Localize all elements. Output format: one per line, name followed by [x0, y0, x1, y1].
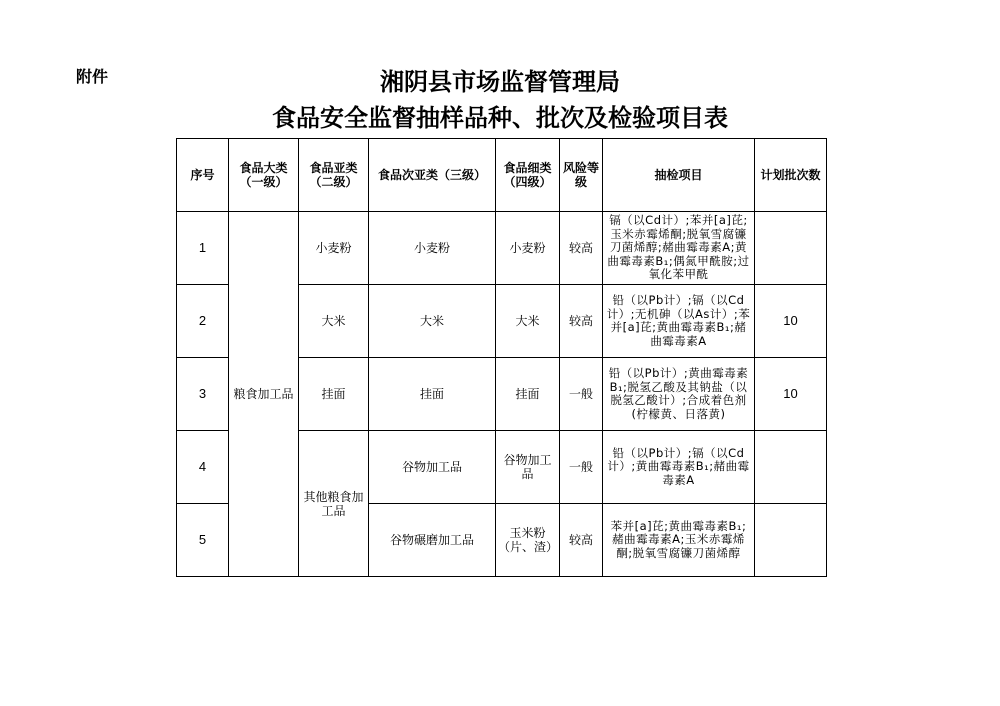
- test-items-cell: 镉（以Cd计）;苯并[a]芘;玉米赤霉烯酮;脱氧雪腐镰刀菌烯醇;赭曲霉毒素A;黄曲霉毒素B₁;偶氮甲酰胺;过氧化苯甲酰: [603, 212, 755, 285]
- category-level3-cell: 小麦粉: [369, 212, 496, 285]
- category-level4-cell: 小麦粉: [496, 212, 560, 285]
- header-test-items: 抽检项目: [603, 139, 755, 212]
- test-items-cell: 铅（以Pb计）;镉（以Cd计）;无机砷（以As计）;苯并[a]芘;黄曲霉毒素B₁;赭曲霉毒素A: [603, 285, 755, 358]
- attachment-label: 附件: [76, 67, 109, 86]
- table-row: [177, 212, 827, 285]
- sampling-table: [176, 138, 827, 577]
- test-items-cell: 铅（以Pb计）;镉（以Cd计）;黄曲霉毒素B₁;赭曲霉毒素A: [603, 431, 755, 504]
- category-level4-cell: 大米: [496, 285, 560, 358]
- header-seq: 序号: [177, 139, 229, 212]
- header-planned-batches: 计划批次数: [755, 139, 827, 212]
- category-level2-cell: 其他粮食加工品: [299, 431, 369, 577]
- header-risk-level: 风险等级: [560, 139, 603, 212]
- header-category-level3: 食品次亚类（三级）: [369, 139, 496, 212]
- planned-batches-cell: [755, 212, 827, 285]
- planned-batches-cell: [755, 504, 827, 577]
- header-category-level4: 食品细类（四级）: [496, 139, 560, 212]
- seq-cell: 1: [177, 212, 229, 285]
- planned-batches-cell: 10: [755, 358, 827, 431]
- category-level3-cell: 大米: [369, 285, 496, 358]
- category-level2-cell: 小麦粉: [299, 212, 369, 285]
- risk-level-cell: 较高: [560, 285, 603, 358]
- risk-level-cell: 一般: [560, 431, 603, 504]
- test-items-cell: 苯并[a]芘;黄曲霉毒素B₁;赭曲霉毒素A;玉米赤霉烯酮;脱氧雪腐镰刀菌烯醇: [603, 504, 755, 577]
- header-category-level1: 食品大类（一级）: [229, 139, 299, 212]
- category-level2-cell: 挂面: [299, 358, 369, 431]
- category-level2-cell: 大米: [299, 285, 369, 358]
- seq-cell: 2: [177, 285, 229, 358]
- risk-level-cell: 较高: [560, 212, 603, 285]
- seq-cell: 4: [177, 431, 229, 504]
- seq-cell: 5: [177, 504, 229, 577]
- document-title-line1: 湘阴县市场监督管理局: [380, 67, 620, 96]
- risk-level-cell: 一般: [560, 358, 603, 431]
- category-level3-cell: 谷物加工品: [369, 431, 496, 504]
- header-category-level2: 食品亚类（二级）: [299, 139, 369, 212]
- category-level4-cell: 谷物加工品: [496, 431, 560, 504]
- risk-level-cell: 较高: [560, 504, 603, 577]
- category-level1-cell: 粮食加工品: [229, 212, 299, 577]
- planned-batches-cell: 10: [755, 285, 827, 358]
- category-level4-cell: 挂面: [496, 358, 560, 431]
- category-level4-cell: 玉米粉（片、渣）: [496, 504, 560, 577]
- category-level3-cell: 谷物碾磨加工品: [369, 504, 496, 577]
- document-title-line2: 食品安全监督抽样品种、批次及检验项目表: [272, 103, 728, 132]
- seq-cell: 3: [177, 358, 229, 431]
- test-items-cell: 铅（以Pb计）;黄曲霉毒素B₁;脱氢乙酸及其钠盐（以脱氢乙酸计）;合成着色剂(柠檬黄、日落黄): [603, 358, 755, 431]
- table-header-row: [177, 139, 827, 212]
- category-level3-cell: 挂面: [369, 358, 496, 431]
- planned-batches-cell: [755, 431, 827, 504]
